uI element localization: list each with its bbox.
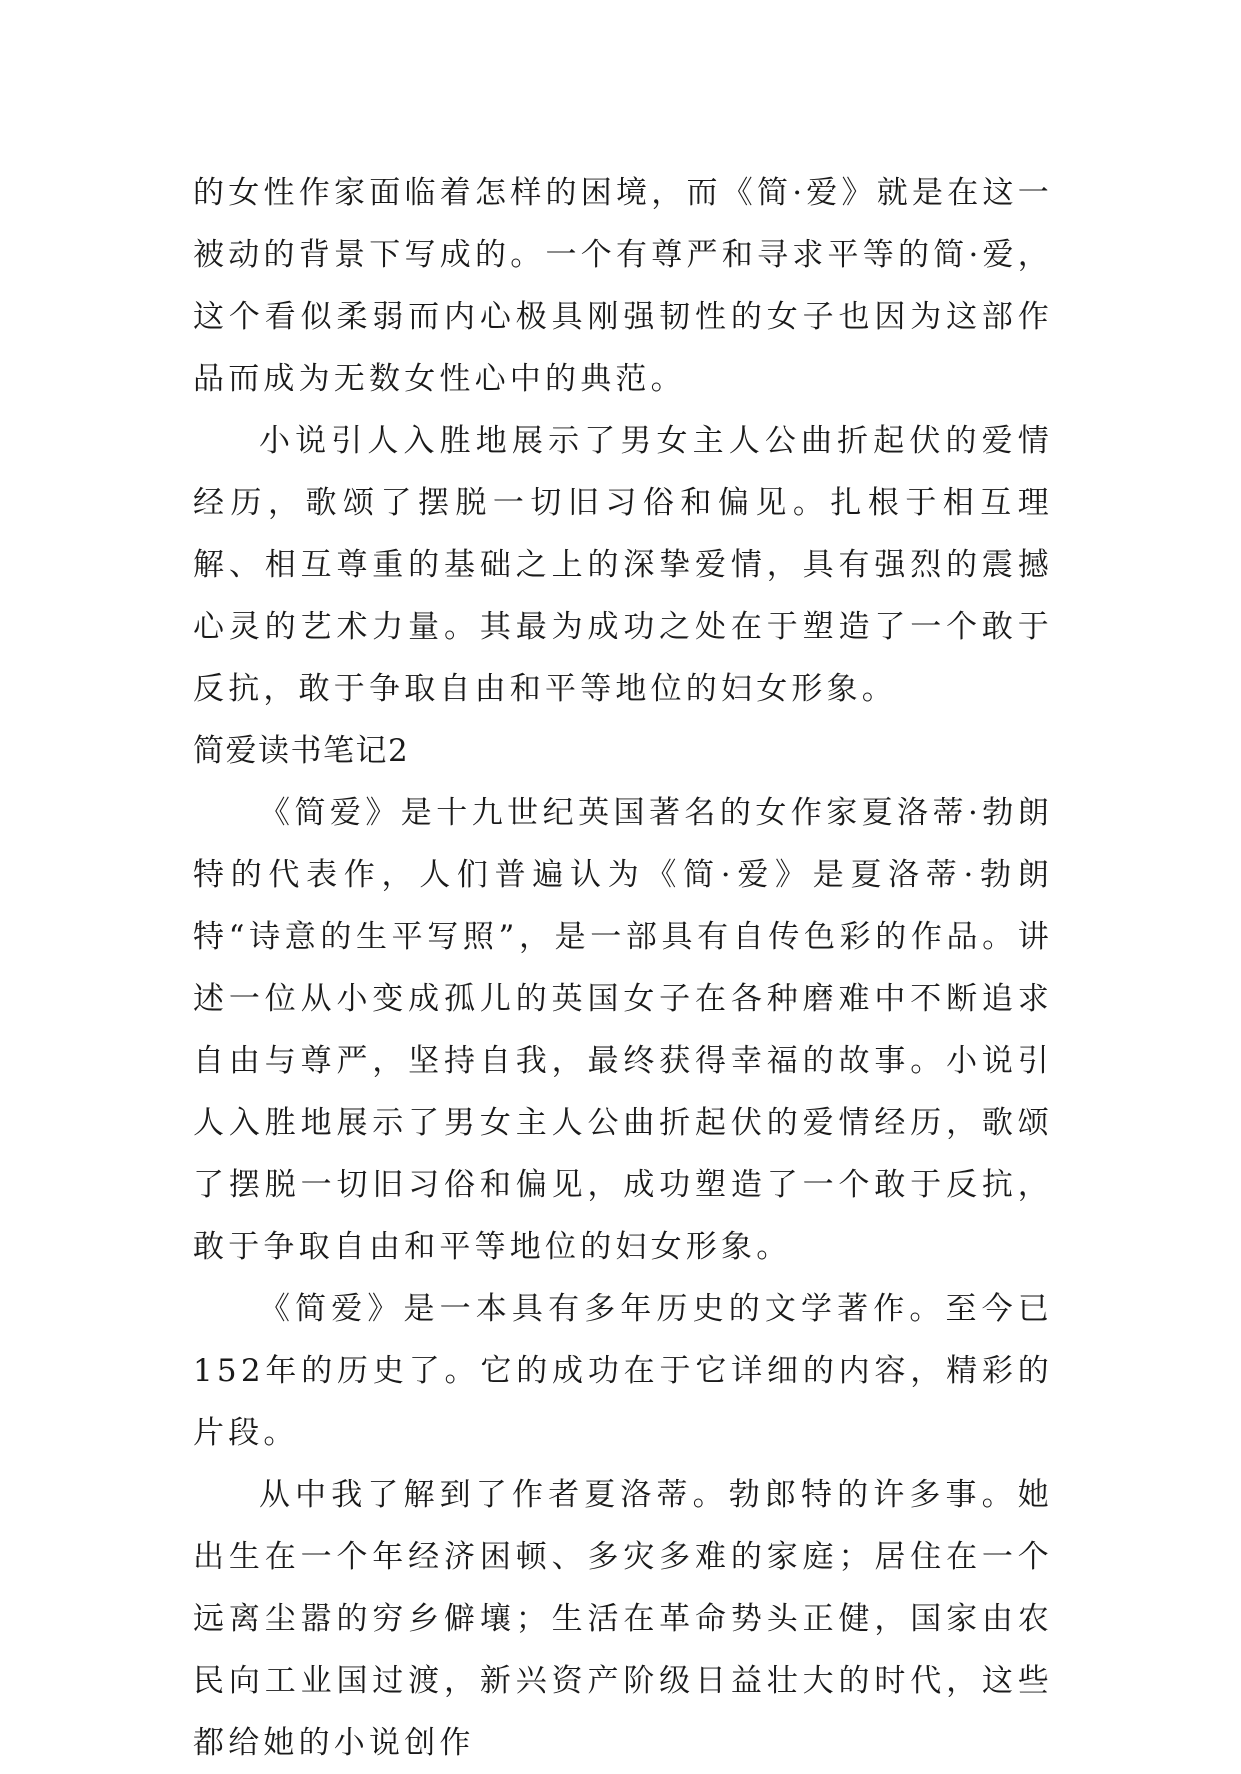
document-body: [193, 162, 1053, 1774]
section-heading: 简爱读书笔记2: [193, 733, 410, 769]
paragraph: 从中我了解到了作者夏洛蒂。勃郎特的许多事。她出生在一个年经济困顿、多灾多难的家庭；居住在一个远离尘嚣的穷乡僻壤；生活在革命势头正健，国家由农民向工业国过渡，新兴资产阶级日益壮大的时代，这些都给她的小说创作: [193, 1477, 1053, 1761]
paragraph: 《简爱》是一本具有多年历史的文学著作。至今已152年的历史了。它的成功在于它详细的内容，精彩的片段。: [193, 1291, 1053, 1451]
paragraph: 小说引人入胜地展示了男女主人公曲折起伏的爱情经历，歌颂了摆脱一切旧习俗和偏见。扎根于相互理解、相互尊重的基础之上的深挚爱情，具有强烈的震撼心灵的艺术力量。其最为成功之处在于塑造了一个敢于反抗，敢于争取自由和平等地位的妇女形象。: [193, 423, 1053, 707]
paragraph: 《简爱》是十九世纪英国著名的女作家夏洛蒂·勃朗特的代表作，人们普遍认为《简·爱》是夏洛蒂·勃朗特“诗意的生平写照”，是一部具有自传色彩的作品。讲述一位从小变成孤儿的英国女子在各种磨难中不断追求自由与尊严，坚持自我，最终获得幸福的故事。小说引人入胜地展示了男女主人公曲折起伏的爱情经历，歌颂了摆脱一切旧习俗和偏见，成功塑造了一个敢于反抗，敢于争取自由和平等地位的妇女形象。: [193, 795, 1053, 1265]
paragraph-continued: 的女性作家面临着怎样的困境，而《简·爱》就是在这一被动的背景下写成的。一个有尊严和寻求平等的简·爱，这个看似柔弱而内心极具刚强韧性的女子也因为这部作品而成为无数女性心中的典范。: [193, 175, 1053, 397]
